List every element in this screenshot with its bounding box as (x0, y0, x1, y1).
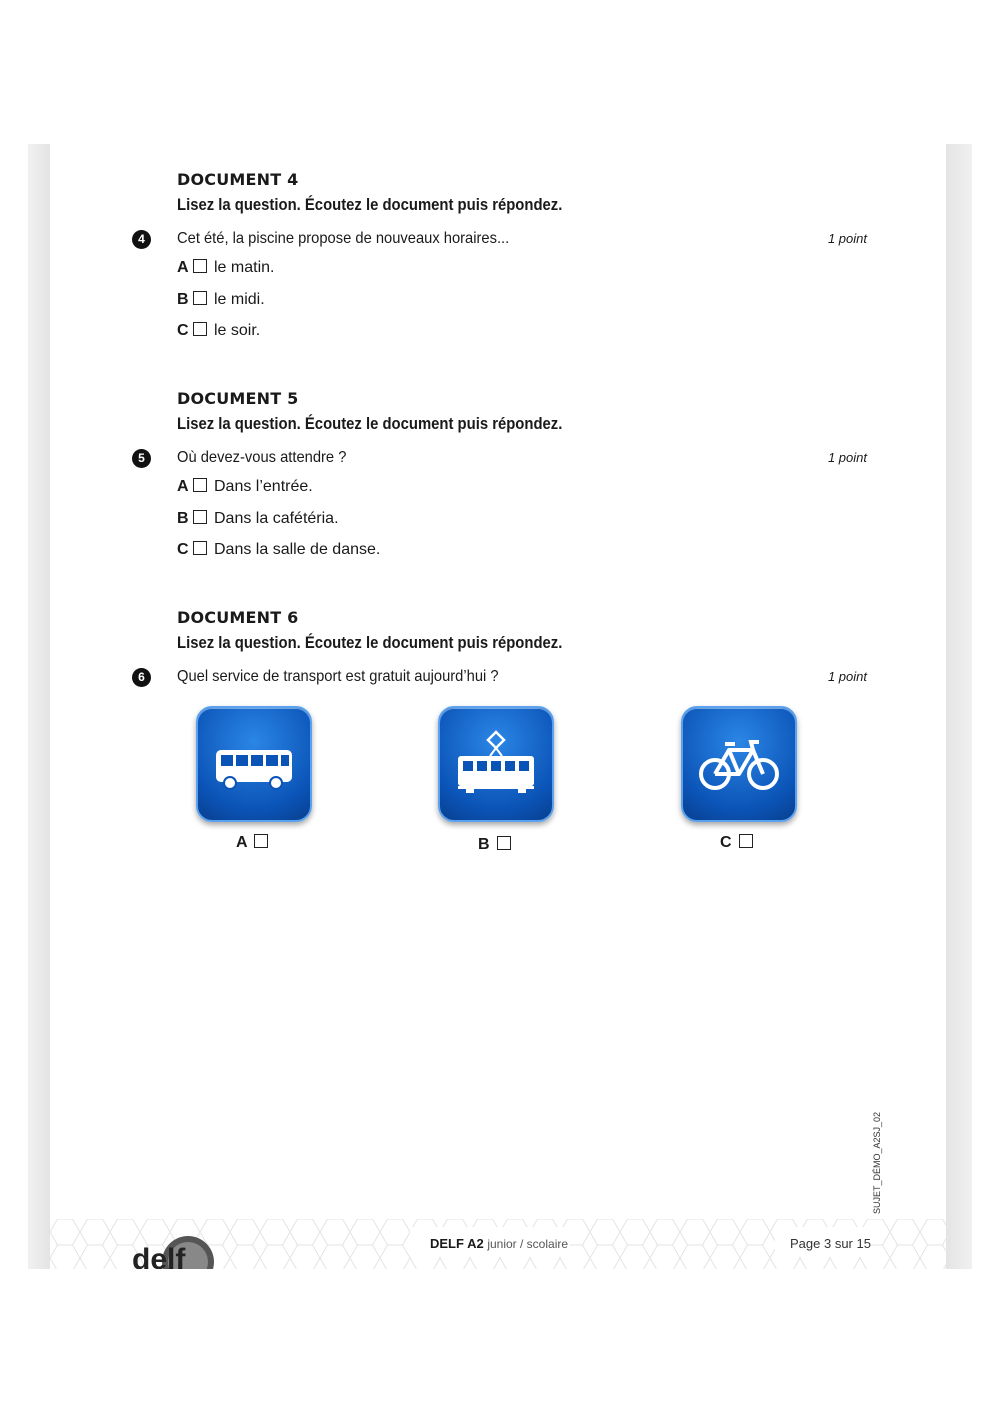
subject-code: SUJET_DÉMO_A2SJ_02 (872, 1111, 882, 1214)
question-row (138, 226, 917, 252)
checkbox[interactable] (739, 834, 753, 848)
checkbox[interactable] (193, 541, 207, 555)
tram-icon (438, 706, 554, 822)
question-number-badge: 6 (132, 668, 151, 687)
option-a: A le matin. (177, 259, 275, 276)
bicycle-icon (681, 706, 797, 822)
checkbox[interactable] (193, 259, 207, 273)
page-shadow-left (28, 144, 50, 1269)
option-text: Dans la cafétéria. (214, 509, 339, 527)
checkbox[interactable] (193, 322, 207, 336)
exam-page (50, 144, 946, 1269)
instruction: Lisez la question. Écoutez le document puis répondez. (177, 196, 563, 214)
option-c: C le soir. (177, 322, 261, 339)
document-4-section (138, 168, 917, 347)
question-number-badge: 5 (132, 449, 151, 468)
option-text: Dans la salle de danse. (214, 541, 381, 558)
document-5-section (138, 387, 917, 566)
points-label: 1 point (827, 231, 867, 246)
option-text: le matin. (214, 259, 275, 276)
question-text: Cet été, la piscine propose de nouveaux horaires... (177, 230, 510, 247)
footer-page-number: Page 3 sur 15 (790, 1236, 871, 1251)
option-a: A Dans l’entrée. (177, 478, 313, 495)
instruction: Lisez la question. Écoutez le document puis répondez. (177, 415, 563, 433)
option-b-label: B (478, 836, 518, 854)
document-title: DOCUMENT 4 (177, 170, 299, 189)
question-text: Où devez-vous attendre ? (177, 449, 347, 466)
delf-logo (130, 1224, 220, 1269)
option-c: C Dans la salle de danse. (177, 541, 381, 558)
option-b: B le midi. (177, 290, 265, 308)
checkbox[interactable] (193, 510, 207, 524)
points-label: 1 point (827, 669, 867, 684)
option-text: le midi. (214, 290, 265, 308)
question-row (138, 445, 917, 471)
checkbox[interactable] (193, 291, 207, 305)
option-text: Dans l’entrée. (214, 478, 313, 495)
page-shadow-right (946, 144, 972, 1269)
transport-options (50, 706, 946, 866)
option-text: le soir. (214, 322, 261, 339)
question-row (138, 664, 917, 690)
instruction: Lisez la question. Écoutez le document puis répondez. (177, 634, 563, 652)
bus-icon (196, 706, 312, 822)
checkbox[interactable] (497, 836, 511, 850)
option-b: B Dans la cafétéria. (177, 509, 339, 527)
checkbox[interactable] (193, 478, 207, 492)
document-6-section (138, 606, 917, 690)
delf-logo-text: delf (132, 1243, 186, 1269)
question-text: Quel service de transport est gratuit aujourd’hui ? (177, 668, 499, 685)
tram-icon-graphic (448, 716, 544, 812)
option-c-label: C (720, 834, 760, 852)
document-title: DOCUMENT 5 (177, 389, 299, 408)
bus-icon-graphic (206, 716, 302, 812)
option-a-label: A (236, 834, 275, 852)
points-label: 1 point (827, 450, 867, 465)
footer-exam-label: DELF A2 junior / scolaire (430, 1236, 569, 1251)
bicycle-icon-graphic (691, 716, 787, 812)
document-title: DOCUMENT 6 (177, 608, 299, 627)
question-number-badge: 4 (132, 230, 151, 249)
checkbox[interactable] (254, 834, 268, 848)
